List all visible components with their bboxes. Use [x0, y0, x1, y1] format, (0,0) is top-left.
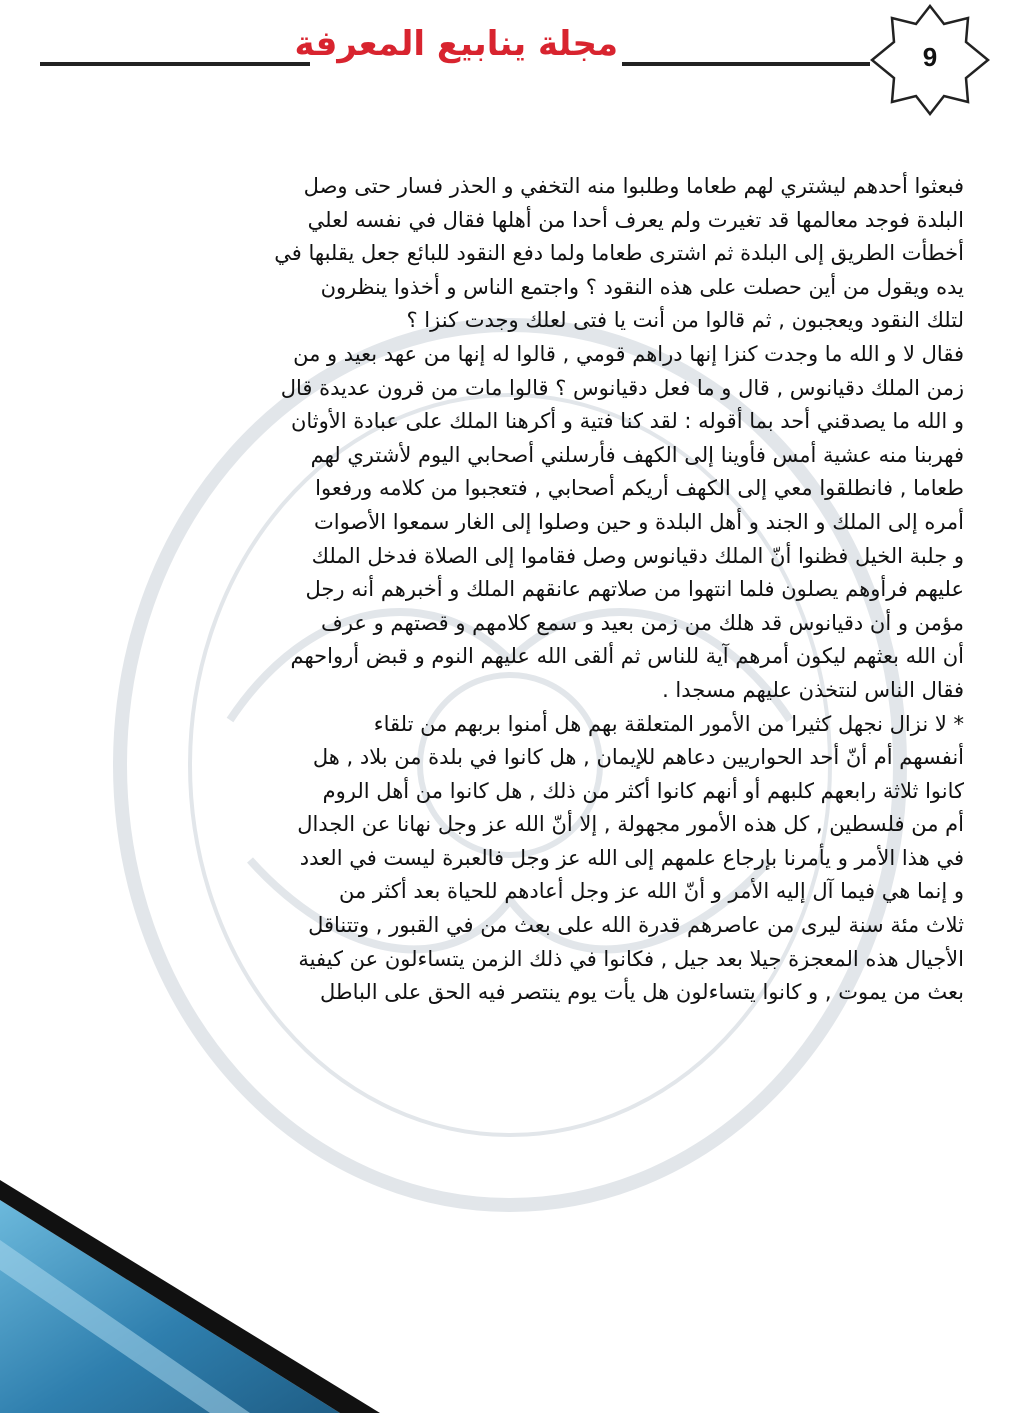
body-line: فقال الناس لنتخذن عليهم مسجدا . [662, 677, 964, 702]
body-line: الأجيال هذه المعجزة جيلا بعد جيل , فكانوا في ذلك الزمن يتساءلون عن كيفية [298, 946, 964, 971]
page-header [0, 0, 1023, 110]
body-line: أمره إلى الملك و الجند و أهل البلدة و حين وصلوا إلى الغار سمعوا الأصوات [313, 509, 964, 534]
body-line: في هذا الأمر و يأمرنا بإرجاع علمهم إلى الله عز وجل فالعبرة ليست في العدد [299, 845, 964, 870]
body-line: و إنما هي فيما آل إليه الأمر و أنّ الله عز وجل أعادهم للحياة بعد أكثر من [338, 879, 964, 904]
body-line: أن الله بعثهم ليكون أمرهم آية للناس ثم ألقى الله عليهم النوم و قبض أرواحهم [290, 644, 964, 669]
body-line: البلدة فوجد معالمها قد تغيرت ولم يعرف أحدا من أهلها فقال في نفسه لعلي [307, 207, 964, 232]
page-number-badge [868, 4, 992, 116]
body-line: يده ويقول من أين حصلت على هذه النقود ؟ واجتمع الناس و أخذوا ينظرون [320, 274, 964, 299]
body-line: * لا نزال نجهل كثيرا من الأمور المتعلقة بهم هل أمنوا بربهم من تلقاء [373, 711, 964, 736]
body-line: أنفسهم أم أنّ أحد الحواريين دعاهم للإيمان , هل كانوا في بلدة من بلاد , هل [312, 745, 964, 770]
body-line: بعث من يموت , و كانوا يتساءلون هل يأت يوم ينتصر فيه الحق على الباطل [320, 980, 964, 1005]
body-line: و جلبة الخيل فظنوا أنّ الملك دقيانوس وصل فقاموا إلى الصلاة فدخل الملك [311, 543, 964, 568]
body-line: أم من فلسطين , كل هذه الأمور مجهولة , إلا أنّ الله عز وجل نهانا عن الجدال [297, 812, 964, 837]
body-line: مؤمن و أن دقيانوس قد هلك من زمن بعيد و سمع كلامهم و قصتهم و عرف [321, 610, 964, 635]
body-line: لتلك النقود ويعجبون , ثم قالوا من أنت يا فتى لعلك وجدت كنزا ؟ [406, 308, 964, 333]
body-line: و الله ما يصدقني أحد بما أقوله : لقد كنا فتية و أكرهنا الملك على عبادة الأوثان [290, 409, 964, 434]
article-body [62, 170, 964, 1010]
magazine-title: مجلة ينابيع المعرفة [294, 24, 618, 64]
body-line: طعاما , فانطلقوا معي إلى الكهف أريكم أصحابي , فتعجبوا من كلامه ورفعوا [315, 476, 964, 501]
header-rule-right [622, 62, 870, 66]
body-line: كانوا ثلاثة رابعهم كلبهم أو أنهم كانوا أكثر من ذلك , هل كانوا من أهل الروم [322, 778, 964, 803]
header-rule-left [40, 62, 310, 66]
body-line: فبعثوا أحدهم ليشتري لهم طعاما وطلبوا منه التخفي و الحذر فسار حتى وصل [303, 174, 964, 198]
body-line: فقال لا و الله ما وجدت كنزا إنها دراهم قومي , قالوا له إنها من عهد بعيد و من [293, 341, 964, 366]
body-line: فهربنا منه عشية أمس فأوينا إلى الكهف فأرسلني أصحابي اليوم لأشتري لهم [310, 442, 964, 467]
body-line: أخطأت الطريق إلى البلدة ثم اشترى طعاما ولما دفع النقود للبائع جعل يقلبها في [274, 241, 964, 266]
body-line: زمن الملك دقيانوس , قال و ما فعل دقيانوس ؟ قالوا مات من قرون عديدة قال [280, 375, 964, 400]
corner-decoration-icon [0, 1180, 380, 1413]
body-line: عليهم فرأوهم يصلون فلما انتهوا من صلاتهم عانقهم الملك و أخبرهم أنه رجل [305, 577, 964, 602]
page-number: 9 [922, 42, 938, 72]
body-line: ثلاث مئة سنة ليرى من عاصرهم قدرة الله على بعث من في القبور , وتتناقل [308, 913, 964, 938]
